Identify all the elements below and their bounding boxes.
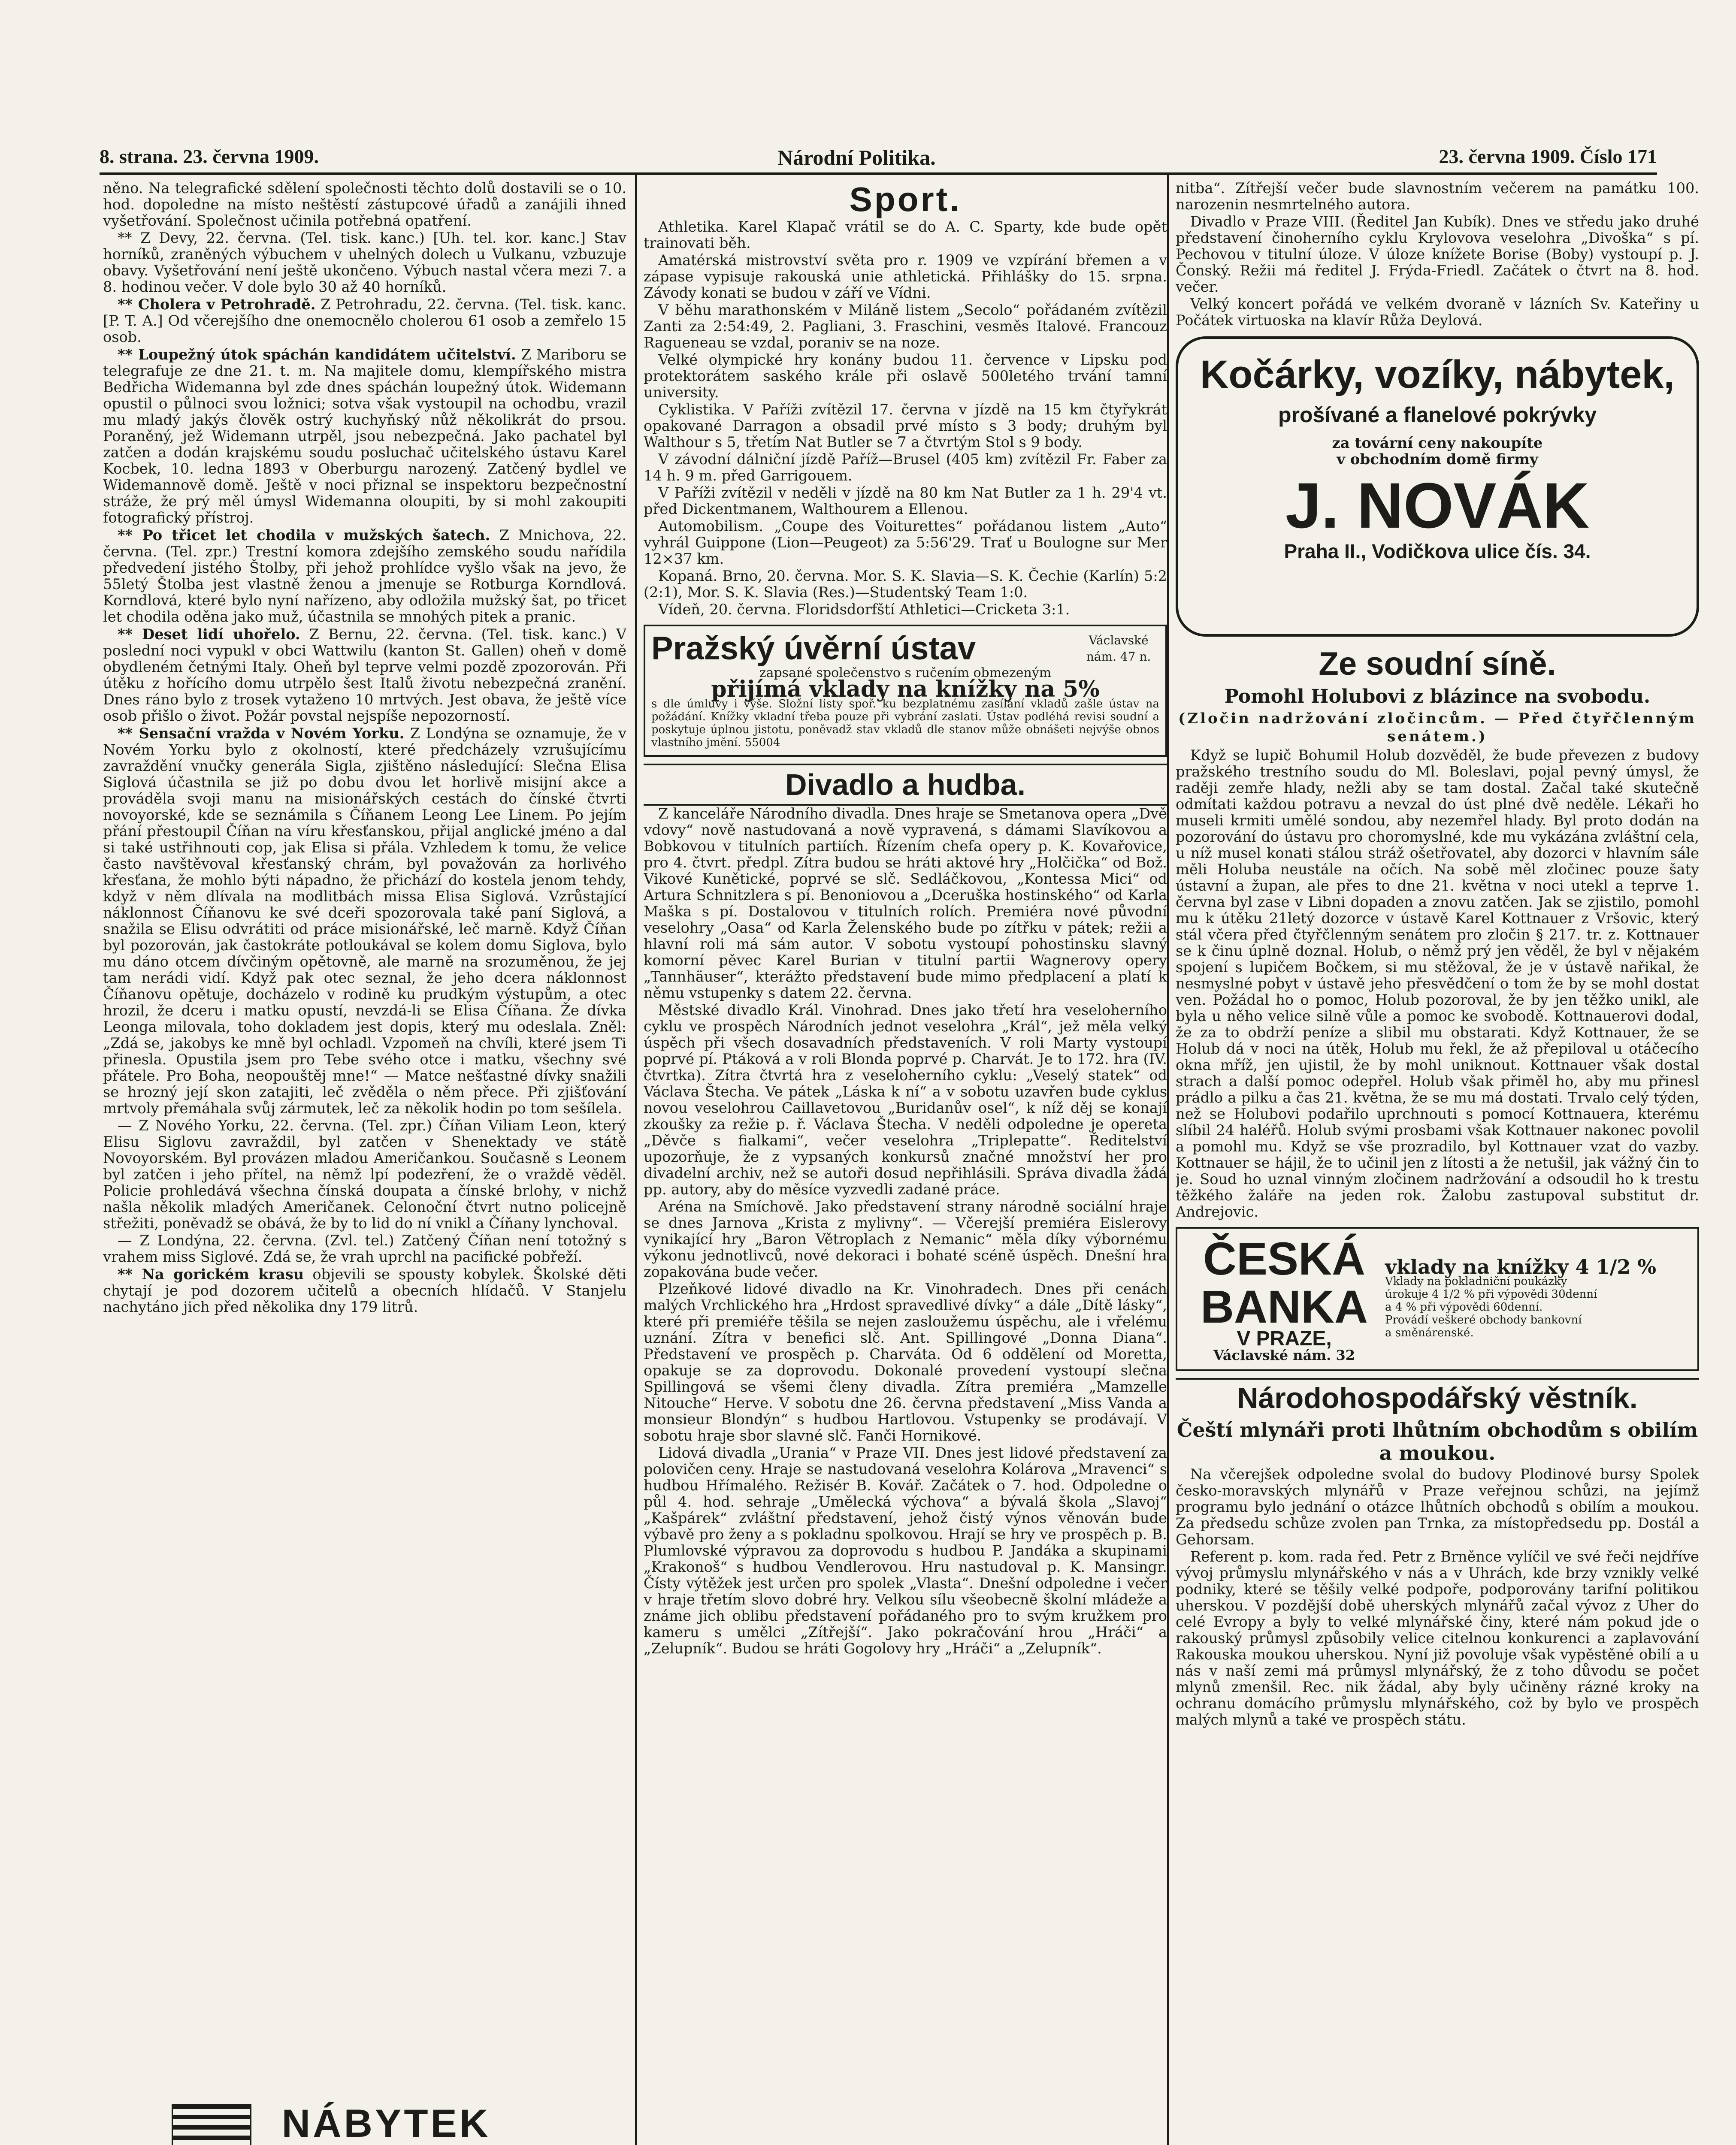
bank-ad-address: Václavské nám. 47 n. [1086, 633, 1151, 664]
article-paragraph: Z kanceláře Národního divadla. Dnes hraje se Smetanova opera „Dvě vdovy“ nově nastudovaná a nově vypravená, s dámami Slavíkovou a Bobkovou v titulních partiích. Řízením chefa opery p. K. Kovařovice, pro 4. čtvrt. předpl. Zítra budou se hráti aktové hry „Holčička“ od Bož. Vikové Kunětické, poprvé se slč. Sedláčkovou, „Kontessa Mici“ od Artura Schnitzlera s pí. Benoniovou a „Dceruška hostinského“ od Karla Maška s pí. Dostalovou v titulních rolích. Premiéra nové původní veselohry „Oasa“ od Karla Želenského bude po zítřku v pátek; režii a hlavní roli má sám autor. V sobotu vystoupí pohostinsku slavný komorní pěvec Karel Burian v titulní partii Wagnerovy opery „Tannhäuser“, kterážto představení bude mimo předplacení a platí k němu vstupenky s datem 22. června. [644, 805, 1167, 1001]
mayer-ad-title: NÁBYTEK [281, 2102, 491, 2145]
bank-ad-title: Pražský úvěrní ústav [651, 630, 976, 667]
column-3 [1176, 180, 1699, 2145]
novak-ad-line1: Kočárky, vozíky, nábytek, [1200, 353, 1675, 396]
article-paragraph: Na včerejšek odpoledne svolal do budovy Plodinové bursy Spolek česko-moravských mlynářů v Praze veřejnou schůzi, na jejímž programu bylo jednání o otázce lhůtních obchodů s obilím a moukou. Za předsedu schůze zvolen pan Trnka, za místopředsedu pp. Dostál a Gehorsam. [1176, 1466, 1699, 1548]
section-title-court: Ze soudní síně. [1319, 646, 1556, 682]
article-heading: ** Deset lidí uhořelo. [118, 625, 300, 643]
column-divider [1167, 175, 1169, 2145]
section-title-divadlo: Divadlo a hudba. [644, 764, 1167, 806]
article-paragraph: Aréna na Smíchově. Jako představení strany národně sociální hraje se dnes Jarnova „Krista z mylivny“. — Včerejší premiéra Eislerovy vynikající hry „Baron Větroplach z Nemanic“ měla díky výbornému výkonu jednotlivců, nové dekoraci i bohaté scéně úspěch. Dnešní hra zopakována bude večer. [644, 1198, 1167, 1280]
article-paragraph: Velký koncert pořádá ve velkém dvoraně v lázních Sv. Kateřiny u Počátek virtuoska na klavír Růža Deylová. [1176, 296, 1699, 329]
ceska-banka-name1: ČESKÁ [1203, 1233, 1366, 1284]
ceska-banka-small3: a 4 % při výpovědi 60denní. [1385, 1301, 1543, 1314]
article-paragraph: objevili se spousty kobylek. Školské děti chytají je pod dozorem učitelů a obecních hlídačů. V Stanjelu nachytáno jich před několika dny 179 litrů. [103, 1266, 626, 1315]
article-paragraph: Divadlo v Praze VIII. (Ředitel Jan Kubík). Dnes ve středu jako druhé představení činoherního cyklu Krylovova veselohra „Divoška“ s pí. Pechovou v titulní úloze. V úloze knížete Borise (Boby) vystoupí p. J. Čonský. Režii má ředitel J. Frýda-Friedl. Začátek o čtvrt na 8. hod. večer. [1176, 213, 1699, 295]
ceska-banka-small1: Vklady na pokladniční poukázky [1385, 1275, 1567, 1288]
article-paragraph: Lidová divadla „Urania“ v Praze VII. Dnes jest lidové představení za polovičen ceny. Hraje se nastudovaná veselohra Kolárova „Mravenci“ s hudbou Hřímalého. Režisér B. Kovář. Začátek o 7. hod. Odpoledne o půl 4. hod. sehraje „Umělecká výchova“ a bývalá škola „Slavoj“ „Kašpárek“ zvláštní představení, jehož čistý výnos věnován bude výbavě pro ženy a s pokladnu spolkovou. Hrají se hry ve prospěch p. B. Plumlovské výpravou za doprovodu s hudbou P. Jandáka a skupinami „Krakonoš“ s hudbou Vendlerovou. Hru nastudoval p. K. Mansingr. Čísty výtěžek jest určen pro spolek „Vlasta“. Dnešní odpoledne i večer v hraje třetím slovo dobré hry. Velkou sílu všeobecně školní mládeže a známe jich oblibu představení pořádaného pro to svým kružkem pro kameru s umělci „Zítřejší“. Jako pokračování hrou „Hráči“ a „Zelupník“. Budou se hráti Gogolovy hry „Hráči“ a „Zelupník“. [644, 1444, 1167, 1657]
bank-ad-subtitle: zapsané společenstvo s ručením obmezeným [759, 665, 1052, 680]
article-heading: ** Sensační vražda v Novém Yorku. [118, 725, 405, 742]
article-paragraph: Athletika. Karel Klapač vrátil se do A. C. Sparty, kde bude opět trainovati běh. [644, 218, 1167, 251]
article-paragraph: něno. Na telegrafické sdělení společnosti těchto dolů dostavili se o 10. hod. dopoledne na místo neštěstí zástupcové úřadů a zanájili ihned vyšetřování. Společnost učinila potřebná opatření. [103, 180, 626, 229]
column-2 [644, 180, 1167, 2145]
article-paragraph: V běhu marathonském v Miláně listem „Secolo“ pořádaném zvítězil Zanti za 2:54:49, 2. Pagliani, 3. Fraschini, vesměs Italové. Francouz Ragueneau se vzdal, poraniv se na noze. [644, 302, 1167, 351]
column-1 [103, 180, 626, 2145]
article-paragraph: nitba“. Zítřejší večer bude slavnostním večerem na památku 100. narozenin nesmrtelného autora. [1176, 180, 1699, 213]
article-heading: ** Po třicet let chodila v mužských šatech. [118, 526, 490, 544]
article-paragraph: Když se lupič Bohumil Holub dozvěděl, že bude převezen z budovy pražského trestního soudu do Ml. Boleslavi, pojal pevný úmysl, že raději zemře hlady, nežli aby se tam dostal. Začal také skutečně odmítati každou potravu a nevzal do úst plné dvě neděle. Lékaři ho museli krmiti umělé sondou, aby nezemřel hlady. Byl proto dodán na pozorování do ústavu pro choromyslné, kde mu vykázána zvláštní cela, u níž musel konati stálou stráž ošetřovatel, aby dozorci v hlavním sále měli Holuba neustále na očích. Na sobě měl zločinec pouze šaty ústavní a župan, ale přes to dne 21. května v noci utekl a teprve 1. června byl zase v Libni dopaden a znovu zatčen. Jak se zjistilo, pomohl mu k útěku 21letý dozorce v ústavě Karel Kottnauer z Vršovic, který stál včera před čtyřčlenným senátem pro zločin § 217. tr. z. Kottnauer se k činu úplně doznal. Holub, o němž prý jen věděl, že byl v nějakém spojení s lupičem Bočkem, si mu stěžoval, že je v ústavě nařikal, že nesmyslné pobyt v ústavě jeho přesvědčení o tom že by se mohl dostat ven. Požádal ho o pomoc, Holub pozoroval, že by jen těžko unikl, ale byla u něho velice silně vůle a pomoc ke svobodě. Kottnauerovi dodal, že za to obdrží peníze a slibil mu obstarati. Když Kottnauer, že se Holub dá v noci na útěk, Holub mu řekl, že až přepiloval u otáčecího okna mříž, jen ujistil, že by mohl uniknout. Kottnauer však dostal strach a další pomoc odepřel. Holub však přiměl ho, aby mu přinesl prádlo a pilku a čas 21. května, že se mu má dostati. Trvalo celý týden, než se Holubovi podařilo uprchnouti s pomocí Kottnauera, kterému slíbil 24 haléřů. Holub svými prosbami však Kottnauer nakonec povolil a pomohl mu. Když se vše prozradilo, byl Kottnauer vzat do vazby. Kottnauer se hájil, že to učinil jen z lítosti a že netušil, jak vážný čin to je. Soud ho uznal vinným zločinem nadržování a odsoudil ho k trestu těžkého žaláře na jeden rok. Žalobu zastupoval substitut dr. Andrejovic. [1176, 747, 1699, 1220]
court-subtitle-2: (Zločin nadržování zločincům. — Před čtyřčlenným senátem.) [1178, 710, 1697, 745]
ceska-banka-small5: a směnárenské. [1385, 1326, 1474, 1339]
column-divider [635, 175, 637, 2145]
article-paragraph: Městské divadlo Král. Vinohrad. Dnes jako třetí hra veseloherního cyklu ve prospěch Národních jednot veselohra „Král“, jež měla velký úspěch při všech dosavadních představeních. V roli Marty vystoupí poprvé pí. Ptáková a v roli Blonda poprvé p. Charvát. Je to 172. hra (IV. čtvrtka). Zítra čtvrtá hra z veseloherního cyklu: „Veselý statek“ od Václava Štecha. Ve pátek „Láska k ní“ a v sobotu uzavřen bude cyklus novou veselohrou Caillavetovou „Buridanův osel“, k níž děj se konají zkoušky za režie p. ř. Václava Štecha. V neděli odpoledne je opereta „Děvče s fialkami“, večer veselohra „Triplepatte“. Ředitelství upozorňuje, že z vypsaných konkursů značné množství her pro divadelní archiv, než se autoři dosud nepřihlásili. Správa divadla žádá pp. autory, aby do měsíce vyzvedli zadané práce. [644, 1002, 1167, 1198]
economy-subtitle: Čeští mlynáři proti lhůtním obchodům s obilím a moukou. [1176, 1418, 1698, 1465]
article-paragraph: Referent p. kom. rada řed. Petr z Brněnce vylíčil ve své řeči nejdříve vývoj průmyslu mlynářského v nás a v Uhrách, kde brzy vznikly velké podniky, které se těšily velké podpoře, podporovány tarifní politikou uherskou. V pozdější době uherských mlynářů začal vývoz z Uher do celé Evropy a byly to velké mlynářské činy, které nám pokud jde o rakouský průmysl způsobily velice citelnou konkurenci a zaplavování Rakouska moukou uherskou. Nyní již povoluje však vypěstěné obilí a u nás v naší zemi má průmysl mlynářský, že z toho důvodu se počet mlynů zmenšil. Rec. nik žádal, aby byly učiněny rázné kroky na ochranu domácího průmyslu mlynářského, což by bylo ve prospěch malých mlynů a také ve prospěch státu. [1176, 1548, 1699, 1728]
section-title-sport: Sport. [849, 180, 962, 218]
novak-ad-line3: za tovární ceny nakoupíte [1332, 435, 1543, 452]
article-heading: ** Loupežný útok spáchán kandidátem učitelství. [118, 346, 516, 363]
article-paragraph: Automobilism. „Coupe des Voiturettes“ pořádanou listem „Auto“ vyhrál Guippone (Lion—Peugeot) za 5:56'29. Trať u Boulogne sur Mer 12×37 km. [644, 518, 1167, 567]
article-paragraph: Kopaná. Brno, 20. června. Mor. S. K. Slavia—S. K. Čechie (Karlín) 5:2 (2:1), Mor. S. K. Slavia (Res.)—Studentský Team 1:0. [644, 568, 1167, 601]
page-header-title: Národní Politika. [777, 145, 936, 169]
bank-ad-terms: s dle úmluvy i výše. Složní listy spoř. ku bezplatnému zasílání vkladů zašle ústav na požádání. Knížky vkladní třeba pouze při vybrání zaslati. Ústav podléhá revisi soudní a poskytuje úplnou jistotu, poněvadž stav vkladů dle stanov může obnášeti nejvýše obnos vlastního jmění. 55004 [651, 698, 1159, 749]
article-paragraph: V závodní dálniční jízdě Paříž—Brusel (405 km) zvítězil Fr. Faber za 14 h. 9 m. před Garrigouem. [644, 451, 1167, 484]
article-paragraph: Velké olympické hry konány budou 11. července v Lipsku pod protektorátem saského krále při oslavě 500letého trvání tamní university. [644, 351, 1167, 401]
article-paragraph: — Z Nového Yorku, 22. června. (Tel. zpr.) Číňan Viliam Leon, který Elisu Siglovu zavraždil, byl zatčen v Shenektady ve státě Novoyorském. Byl provázen mladou Američankou. Současně s Leonem byl zatčen i jeho přítel, na němž lpí podezření, že o vraždě věděl. Policie prohledává všechna čínská doupata a čínské brlohy, v nichž našla několik mladých Američanek. Celonoční čtvrt nutno policejně střežiti, poněvadž se obává, že by to lid do ní vnikl a Číňany lynchoval. [103, 1117, 626, 1232]
novak-ad-address: Praha II., Vodičkova ulice čís. 34. [1284, 540, 1591, 562]
page-header [100, 145, 1657, 171]
header-rule [100, 172, 1657, 175]
article-paragraph: Amatérská mistrovství světa pro r. 1909 ve vzpírání břemen a v zápase vypisuje rakouská unie athletická. Přihlášky do 15. srpna. Závody konati se budou v září ve Vídni. [644, 252, 1167, 301]
novak-advertisement [1176, 336, 1699, 637]
ceska-banka-rate-line: vklady na knížky 4 1/2 % [1385, 1255, 1657, 1278]
article-paragraph: Z Petrohradu, 22. června. (Tel. tisk. kanc. [P. T. A.] Od včerejšího dne onemocnělo cholerou 61 osob a zemřelo 15 osob. [103, 296, 626, 345]
ceska-banka-small2: úrokuje 4 1/2 % při výpovědi 30denní [1385, 1288, 1597, 1301]
article-paragraph: Vídeň, 20. června. Floridsdorfští Athletici—Cricketa 3:1. [658, 601, 1070, 618]
ceska-banka-city: V PRAZE, [1237, 1327, 1332, 1350]
novak-ad-line2: prošívané a flanelové pokrývky [1278, 403, 1597, 427]
article-heading: ** Na gorickém krasu [118, 1266, 304, 1283]
article-paragraph: Plzeňkové lidové divadlo na Kr. Vinohradech. Dnes při cenách malých Vrchlického hra „Hrdost spravedlivé dívky“ a dále „Dítě lásky“, které při premiéře těšila se nejen zasloužemu úspěchu, ale i vřelému uznání. Zítra v benefici slč. Ant. Spillingové „Donna Diana“. Představení ve prospěch p. Charváta. Od 6 oddělení od Moretta, opakuje se za doprovodu. Dokonalé provedení vystoupí slečna Spillingová se všemi členy divadla. Zítra premiéra „Mamzelle Nitouche“ Herve. V sobotu dne 26. června představení „Miss Vanda a monsieur Blondýn“ s hudbou Hartlovou. Vstupenky se prodávají. V sobotu hraje sbor slavné slč. Fanči Hornikové. [644, 1281, 1167, 1444]
article-heading: ** Cholera v Petrohradě. [118, 296, 316, 313]
mayer-advertisement [154, 2091, 532, 2145]
article-paragraph: Cyklistika. V Paříži zvítězil 17. června v jízdě na 15 km čtyřykrát opakované Darragon a obsadil prvé místo s 3 body; druhým byl Walthour s 5, třetím Nat Butler se 7 a čtvrtým Stol s 9 body. [644, 401, 1167, 450]
prazsky-uverni-ustav-ad [644, 625, 1167, 757]
article-paragraph: Z Londýna se oznamuje, že v Novém Yorku bylo z okolností, které předcházely vzrušujícímu zavraždění vnučky generála Sigla, zjištěno následující: Slečna Elisa Siglová účastnila se již po dobu dvou let horlivě misijní akce a prováděla svoji manu na misionářských cestách do čínské čtvrti novoyorské, kde se seznámila s Číňanem Leong Lee Linem. Po jejím přání přestoupil Číňan na víru křesťanskou, přijal anglické jméno a dal si také ustřihnouti cop, jak Elisa si přála. Vzhledem k tomu, že velice často navštěvoval křesťanský chrám, byl považován za horlivého křesťana, že mohlo býti nápadno, že přichází do kostela jenom tehdy, když v něm dlívala na modlitbách missa Elisa Siglová. Vzrůstající náklonnost Číňanovu ke své dceři spozorovala také paní Siglová, a snažila se Elisu odvrátiti od práce misionářské, leč marně. Když Číňan byl pozorován, jak častokráte potloukával se kolem domu Siglova, bylo mu dáno otcem dívčiným opětovně, ale marně na srozuměnou, že jej tam nerádi vidí. Když pak otec seznal, že jeho dcera náklonnost Číňanovu opětuje, docházelo v rodině ku prudkým výstupům, a otec hrozil, že dceru i matku opustí, nevzdá-li se Elisa Číňana. Že dívka Leonga milovala, toho dokladem jest dopis, který mu odeslala. Zněl: „Zdá se, jakobys ke mně byl ochladl. Vzpomeň na chvíli, které jsem Ti přinesla. Opustila jsem pro Tebe svého otce i matku, všechny své přátele. Pro Boha, neopouštěj mne!“ — Matce nešťastné dívky snažili se hrozný její skon zatajiti, leč zvěděla o něm přece. Při zjišťování mrtvoly přemáhala svůj zármutek, leč za několik hodin po tom sešílela. [103, 725, 626, 1117]
bookcase-illustration [172, 2104, 251, 2145]
page-header-right: 23. června 1909. Číslo 171 [1439, 145, 1657, 167]
article-paragraph: — Z Londýna, 22. června. (Zvl. tel.) Zatčený Číňan není totožný s vrahem miss Siglové. Zdá se, že vrah uprchl na pacifické pobřeží. [103, 1232, 626, 1265]
ceska-banka-address: Václavské nám. 32 [1213, 1347, 1355, 1363]
page-header-left: 8. strana. 23. června 1909. [100, 145, 319, 167]
article-paragraph: ** Z Devy, 22. června. (Tel. tisk. kanc.) [Uh. tel. kor. kanc.] Stav horníků, zraněných výbuchem v uhelných dolech u Vulkanu, vzbuzuje obavy. Vyšetřování není ještě ukončeno. Výbuch nastal včera mezi 7. a 8. hodinou večer. V dole bylo 30 až 40 horníků. [103, 230, 626, 295]
court-subtitle: Pomohl Holubovi z blázince na svobodu. [1224, 686, 1651, 707]
section-title-economy: Národohospodářský věstník. [1176, 1378, 1699, 1417]
ceska-banka-name2: BANKA [1201, 1281, 1368, 1332]
novak-ad-name: J. NOVÁK [1285, 469, 1590, 541]
article-paragraph: V Paříži zvítězil v neděli v jízdě na 80 km Nat Butler za 1 h. 29'4 vt. před Dickentmanem, Walthourem a Ellenou. [644, 484, 1167, 517]
article-paragraph: Z Mariboru se telegrafuje ze dne 21. t. m. Na majitele domu, klempířského mistra Bedřicha Widemanna byl zde dnes spáchán loupežný útok. Widemann opustil o půlnoci svou ložnici; sotva však vystoupil na ochodbu, vrazil mu mladý jakýs člověk ostrý kuchyňský nůž několikrát do prsou. Poraněný, jež Widemann utrpěl, jsou nebezpečná. Jako pachatel byl zatčen a dodán krajskému soudu posluchač učitelského ústavu Karel Kocbek, 10. ledna 1893 v Oberburgu narozený. Zatčený bydlel ve Widemannově domě. Ještě v noci přiznal se inspektoru bezpečnostní stráže, že prý měl úmysl Widemanna oloupiti, by si mohl zakoupiti fotografický přístroj. [103, 346, 626, 526]
ceska-banka-advertisement [1176, 1227, 1699, 1371]
article-paragraph: Z Mnichova, 22. června. (Tel. zpr.) Trestní komora zdejšího zemského soudu nařídila předvedení jistého Štolby, při jehož prohlídce vyšlo však na jevo, že 55letý Štolba jest vlastně ženou a jmenuje se Rotburga Korndlová. Korndlová, které bylo nyní nařízeno, aby odložila mužský šat, po třicet let chodila oděna jako muž, účastnila se mnohých pitek a pranic. [103, 527, 626, 625]
article-paragraph: Z Bernu, 22. června. (Tel. tisk. kanc.) V poslední noci vypukl v obci Wattwilu (kanton St. Gallen) oheň v domě obydleném četnými Italy. Oheň byl teprve velmi pozdě zpozorován. Při útěku z hořícího domu utrpělo šest Italů životu nebezpečná zranění. Dnes ráno bylo z trosek vytaženo 10 mrtvých. Jest obava, že ještě více osob přišlo o život. Požár povstal nejspíše nepozorností. [103, 626, 626, 724]
ceska-banka-small4: Provádí veškeré obchody bankovní [1385, 1314, 1582, 1326]
bank-ad-rate-line: přijímá vklady na knížky na 5% [711, 676, 1100, 702]
novak-ad-line4: v obchodním domě firmy [1337, 451, 1538, 468]
